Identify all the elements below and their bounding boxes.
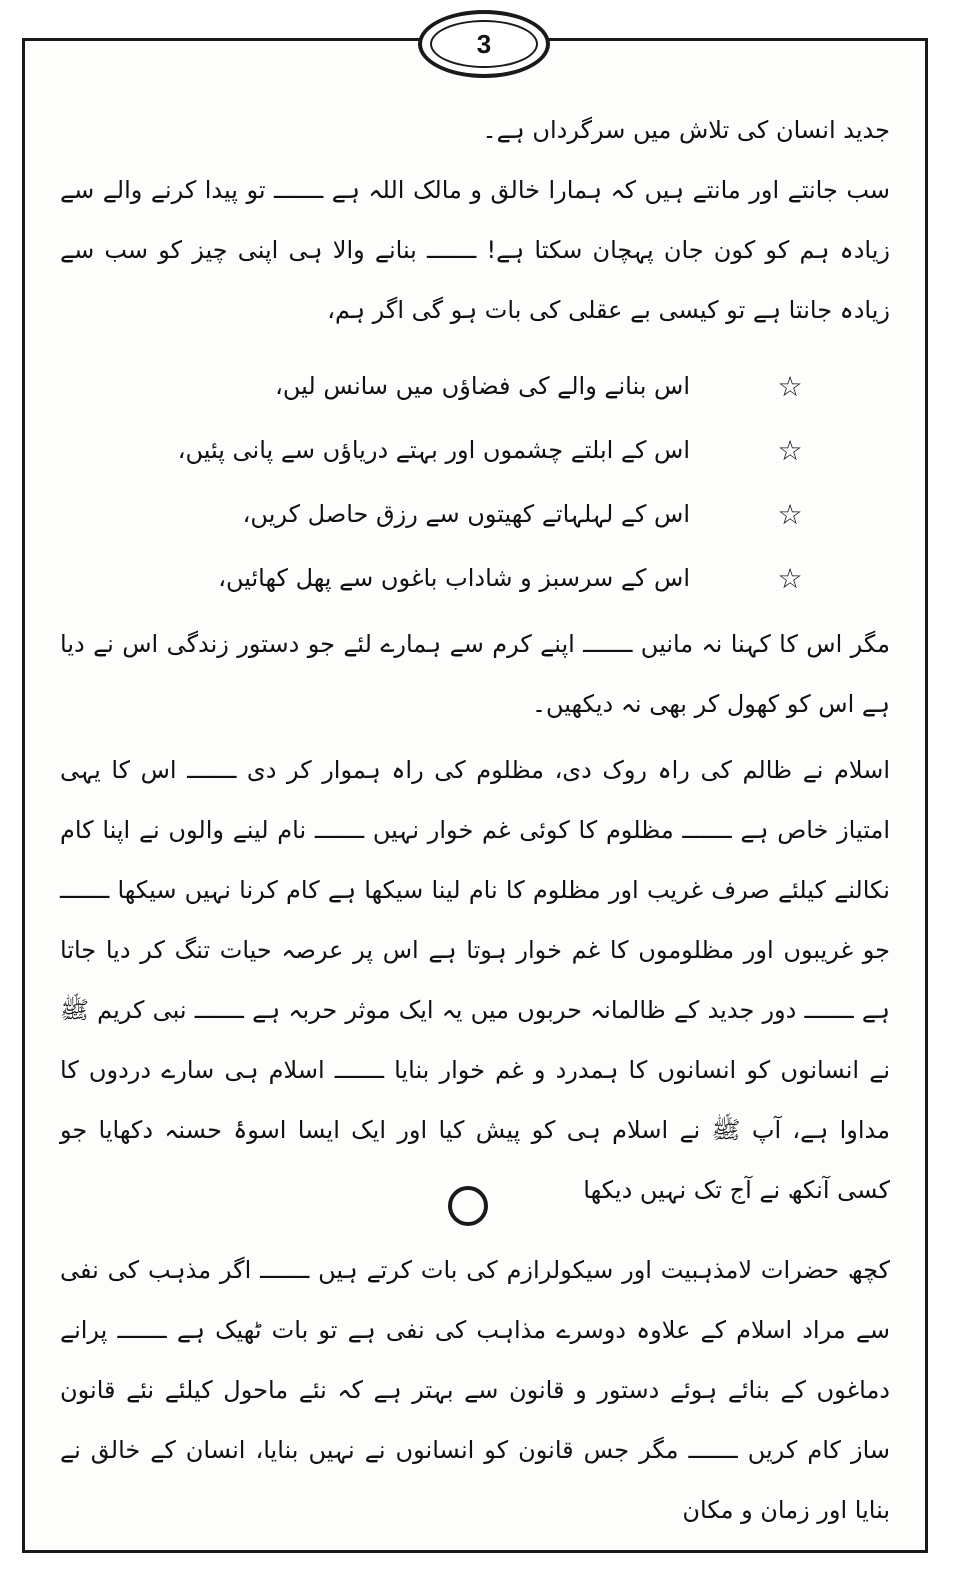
bullet-text: اس کے لہلہاتے کھیتوں سے رزق حاصل کریں،: [242, 500, 690, 528]
star-icon: ☆: [777, 369, 803, 403]
star-icon: ☆: [777, 497, 803, 531]
list-item: [60, 482, 890, 546]
page-number-badge: [418, 10, 550, 78]
section-separator-circle: [448, 1186, 488, 1226]
bullet-text: اس کے ابلتے چشموں اور بہتے دریاؤں سے پانی پئیں،: [177, 436, 690, 464]
paragraph-disobedience: مگر اس کا کہنا نہ مانیں ـــــــ اپنے کرم سے ہمارے لئے جو دستور زندگی اس نے دیا ہے اس کو کھول کر بھی نہ دیکھیں۔: [60, 630, 890, 718]
bullet-text: اس کے سرسبز و شاداب باغوں سے پھل کھائیں،: [218, 564, 690, 592]
paragraph-secularism: کچھ حضرات لامذہبیت اور سیکولرازم کی بات کرتے ہیں ـــــــ اگر مذہب کی نفی سے مراد اسلام کے علاوہ دوسرے مذاہب کی نفی ہے تو بات ٹھیک ہے ـــــــ پرانے دماغوں کے بنائے ہوئے دستور و قانون سے بہتر ہے کہ نئے ماحول کیلئے نئے قانون ساز کام کریں ـــــــ مگر جس قانون کو انسانوں نے نہیں بنایا، انسان کے خالق نے بنایا اور زمان و مکان: [60, 1256, 890, 1524]
page-number: 3: [430, 20, 538, 68]
star-icon: ☆: [777, 433, 803, 467]
list-item: [60, 418, 890, 482]
paragraph-islam-justice: اسلام نے ظالم کی راہ روک دی، مظلوم کی راہ ہموار کر دی ـــــــ اس کا یہی امتیاز خاص ہے ـــــــ مظلوم کا کوئی غم خوار نہیں ـــــــ نام لینے والوں نے اپنا کام نکالنے کیلئے صرف غریب اور مظلوم کا نام لینا سیکھا ہے کام کرنا نہیں سیکھا ـــــــ جو غریبوں اور مظلوموں کا غم خوار ہوتا ہے اس پر عرصہ حیات تنگ کر دیا جاتا ہے ـــــــ دور جدید کے ظالمانہ حربوں میں یہ ایک موثر حربہ ہے ـــــــ نبی کریم ﷺ نے انسانوں کو انسانوں کا ہمدرد و غم خوار بنایا ـــــــ اسلام ہی سارے دردوں کا مداوا ہے، آپ ﷺ نے اسلام ہی کو پیش کیا اور ایک ایسا اسوۂ حسنہ دکھایا جو کسی آنکھ نے آج تک نہیں دیکھا: [60, 756, 890, 1204]
paragraph-intro-end: جدید انسان کی تلاش میں سرگرداں ہے۔: [482, 116, 890, 144]
paragraph-creator: سب جانتے اور مانتے ہیں کہ ہمارا خالق و مالک اللہ ہے ـــــــ تو پیدا کرنے والے سے زیادہ ہم کو کون جان پہچان سکتا ہے! ـــــــ بنانے والا ہی اپنی چیز کو سب سے زیادہ جانتا ہے تو کیسی بے عقلی کی بات ہو گی اگر ہم،: [60, 176, 890, 324]
bullet-text: اس بنانے والے کی فضاؤں میں سانس لیں،: [275, 372, 690, 400]
list-item: [60, 354, 890, 418]
star-icon: ☆: [777, 561, 803, 595]
bullet-list: [60, 354, 890, 610]
list-item: [60, 546, 890, 610]
